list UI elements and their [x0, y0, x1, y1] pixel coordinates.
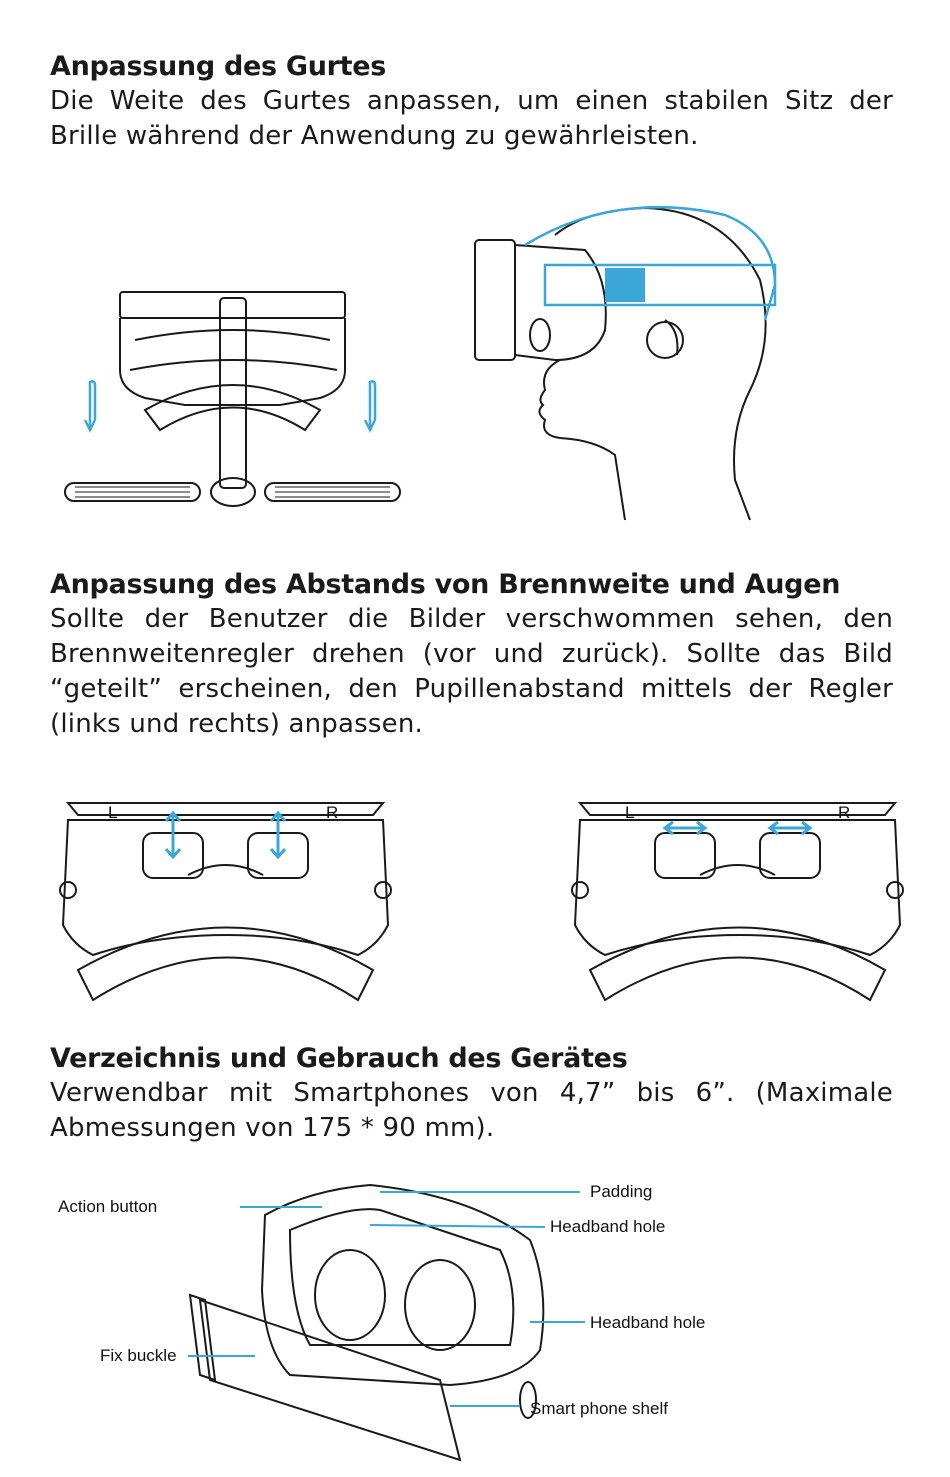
section-heading: Verzeichnis und Gebrauch des Gerätes	[50, 1043, 628, 1074]
svg-text:R: R	[838, 803, 851, 822]
svg-text:R: R	[326, 803, 339, 822]
section-text: Verwendbar mit Smartphones von 4,7” bis 6”. (Maximale Abmessungen von 175 * 90 mm).	[50, 1078, 893, 1143]
strap-top-view-illustration	[55, 280, 410, 520]
label-action-button: Action button	[58, 1197, 158, 1216]
label-phone-shelf: Smart phone shelf	[530, 1399, 668, 1418]
section-focus-adjustment	[50, 568, 893, 742]
svg-text:L: L	[625, 803, 635, 822]
label-padding: Padding	[590, 1182, 653, 1201]
section-heading: Anpassung des Abstands von Brennweite und Augen	[50, 569, 841, 600]
head-profile-illustration	[465, 190, 795, 525]
section-heading: Anpassung des Gurtes	[50, 51, 387, 82]
headset-ipd-illustration	[570, 795, 905, 1005]
label-headband-hole-top: Headband hole	[550, 1217, 666, 1236]
device-parts-diagram	[50, 1170, 750, 1470]
headset-focus-illustration	[58, 795, 393, 1005]
section-device-overview	[50, 1042, 893, 1146]
section-text: Die Weite des Gurtes anpassen, um einen stabilen Sitz der Brille während der Anwendung zu gewährleisten.	[50, 86, 893, 151]
label-headband-hole-side: Headband hole	[590, 1313, 706, 1332]
label-fix-buckle: Fix buckle	[100, 1346, 177, 1365]
svg-text:L: L	[108, 803, 118, 822]
section-strap-adjustment	[50, 50, 893, 154]
section-text: Sollte der Benutzer die Bilder verschwommen sehen, den Brennweitenregler drehen (vor und zurück). Sollte das Bild “geteilt” erscheinen, den Pupillenabstand mittels der Regler (links und rechts) anpassen.	[50, 604, 893, 739]
